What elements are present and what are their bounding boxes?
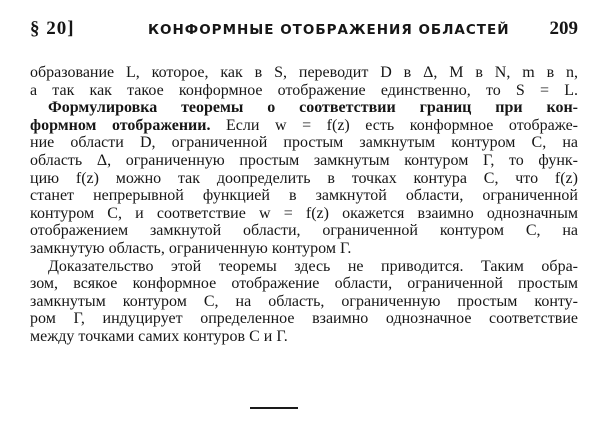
theorem-statement-start: Если w = f(z) есть конформное отображе- [210, 116, 578, 134]
theorem-heading-end: формном отображении. [30, 116, 211, 134]
text-line: контуром C, и соответствие w = f(z) окажется взаимно однозначным [30, 204, 578, 222]
text-line: станет непрерывной функцией в замкнутой области, ограниченной [30, 187, 578, 205]
body-text [30, 64, 590, 346]
bottom-rule [250, 407, 298, 409]
running-header [30, 18, 578, 42]
text-line: образование L, которое, как в S, переводит D в Δ, M в N, m в n, [30, 64, 578, 81]
text-line: отображением замкнутой области, ограниченной контуром C, на [30, 222, 578, 240]
text-line: замкнутую область, ограниченную контуром Г. [30, 239, 352, 257]
text-line: между точками самих контуров C и Г. [30, 327, 288, 345]
text-line: зом, всякое конформное отображение области, ограниченной простым [30, 275, 578, 293]
text-line: цию f(z) можно так доопределить в точках контура C, что f(z) [30, 169, 578, 187]
text-line: ние области D, ограниченной простым замкнутым контуром C, на [30, 134, 578, 152]
text-line: область Δ, ограниченную простым замкнутым контуром Г, то функ- [30, 151, 578, 169]
text-line: а так как такое конформное отображение единственно, то S = L. [30, 81, 578, 99]
text-line: замкнутым контуром C, на область, ограниченную простым конту- [30, 292, 578, 310]
text-line: ром Г, индуцирует определенное взаимно однозначное соответствие [30, 310, 578, 328]
text-line: Доказательство этой теоремы здесь не приводится. Таким обра- [48, 257, 578, 275]
theorem-heading: Формулировка теоремы о соответствии границ при кон- [48, 99, 578, 117]
text-line [30, 117, 590, 135]
chapter-title: КОНФОРМНЫЕ ОТОБРАЖЕНИЯ ОБЛАСТЕЙ [148, 22, 510, 38]
section-number: § 20] [30, 18, 75, 39]
page-number: 209 [549, 18, 578, 39]
